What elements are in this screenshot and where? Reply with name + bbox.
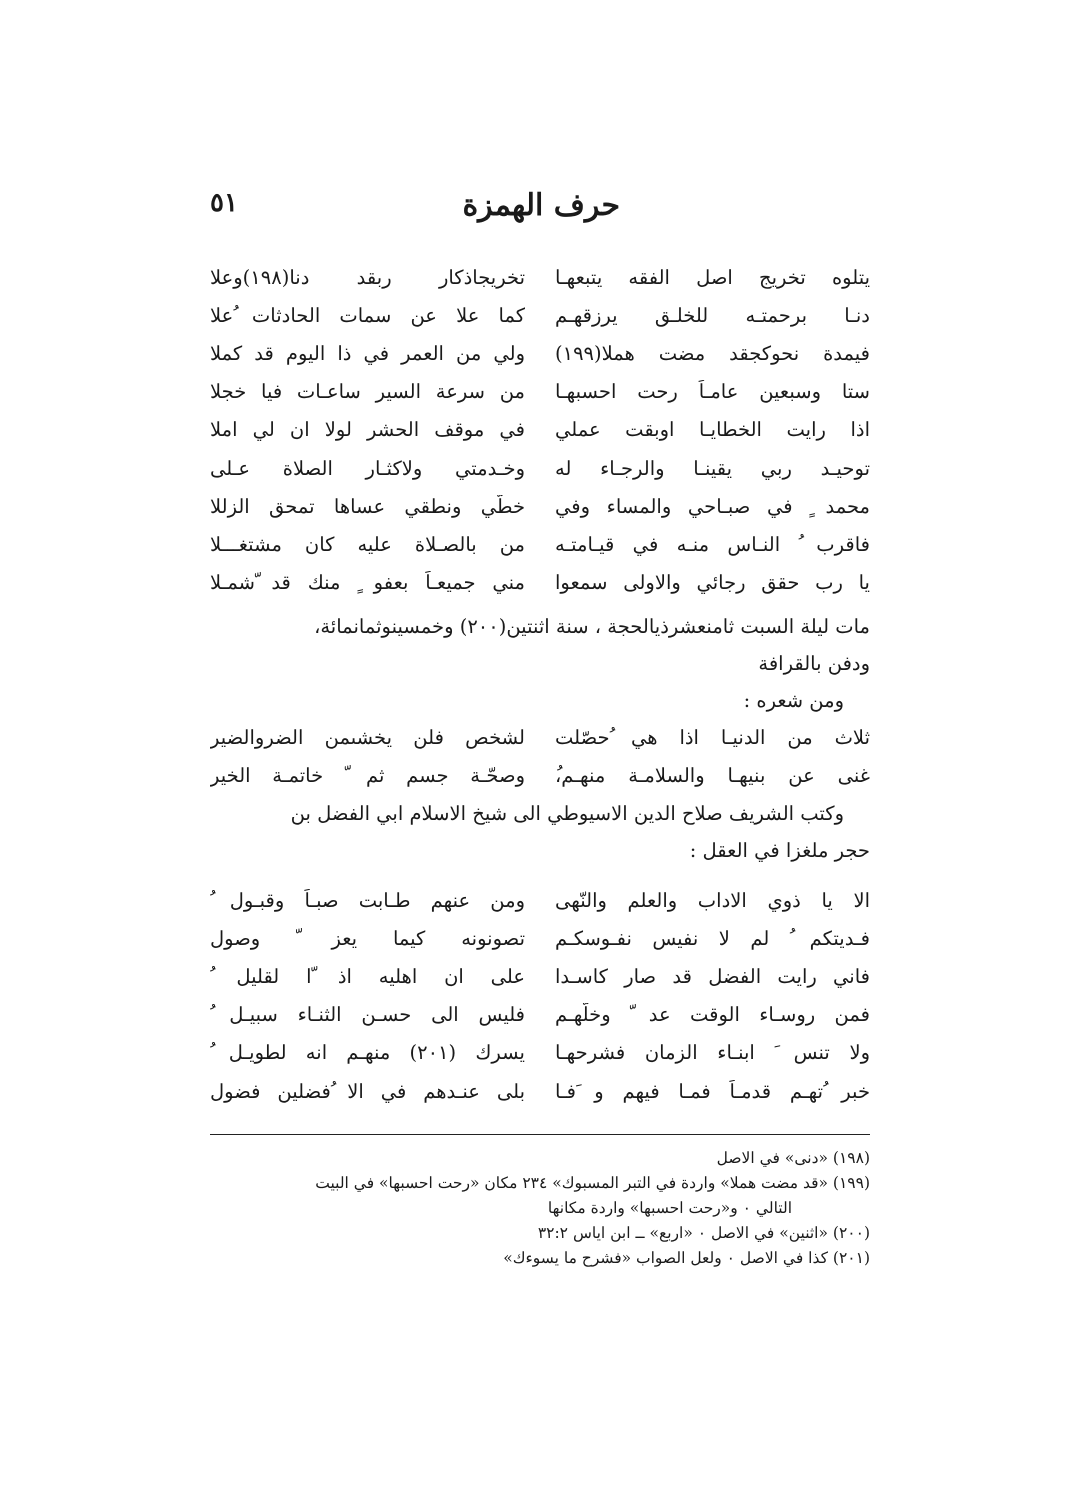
hemistich-first: اذا رايت الخطايـا اوبقت عملي <box>555 418 870 442</box>
hemistich-first: الا يا ذوي الاداب والعلم والنّهى <box>555 888 870 912</box>
hemistich-second: ولي من العمر في ذا اليوم قد كملا <box>210 341 525 365</box>
hemistich-second: فليس الى حسـن الثنـاء سبيـل ُ <box>210 1003 525 1027</box>
hemistich-first: فيمدة نحوكجقد مضت هملا(١٩٩) <box>555 341 870 365</box>
poem-block-2 <box>210 719 870 795</box>
page-header <box>210 188 870 232</box>
prose-line: ودفن بالقرافة <box>758 651 870 675</box>
hemistich-first: توحيـد ربي يقينـا والرجـاء له <box>555 456 870 480</box>
hemistich-first: خبر ُتهـم قدمـاً فمـا فيهم و َفـا <box>555 1079 870 1103</box>
verse-line <box>210 564 870 602</box>
death-notice <box>210 608 870 719</box>
verse-line <box>210 881 870 919</box>
poem-block-1 <box>210 258 870 602</box>
hemistich-second: مني جميعـاً بعفو ٍ منك قد ّشمـلا <box>210 571 525 595</box>
footnote-198 <box>210 1146 870 1171</box>
footnote-199 <box>210 1171 870 1221</box>
footnote-line: التالي ٠ و«رحت احسبها» واردة مكانها <box>547 1199 792 1217</box>
verse-line <box>210 957 870 995</box>
verse-line <box>210 1034 870 1072</box>
verse-line <box>210 411 870 449</box>
hemistich-second: من سرعة السير ساعـات فيا خجلا <box>210 380 525 404</box>
hemistich-first: يا رب حقق رجائي والاولى سمعوا <box>555 571 870 595</box>
hemistich-second: وصحّـة جسم ثم ّ خاتمـة الخير <box>210 764 525 788</box>
verse-line <box>210 449 870 487</box>
hemistich-second: وخـدمتي ولاكثـار الصلاة عـلى <box>210 456 525 480</box>
hemistich-second: تصونونه كيما يعز ّ وصول <box>210 926 525 950</box>
prose-line: وكتب الشريف صلاح الدين الاسيوطي الى شيخ الاسلام ابي الفضل بن <box>290 802 844 826</box>
poem-block-3 <box>210 881 870 1110</box>
verse-line <box>210 525 870 563</box>
verse-line <box>210 1072 870 1110</box>
footnote-line: (١٩٨) «دنى» في الاصل <box>716 1149 870 1167</box>
prose-line: مات ليلة السبت ثامنعشرذيالحجة ، سنة اثنتين(٢٠٠) وخمسينوثمانمائة، <box>314 614 870 638</box>
footnotes <box>210 1146 870 1271</box>
footnote-200 <box>210 1221 870 1246</box>
verse-line <box>210 919 870 957</box>
hemistich-second: من بالصـلاة عليه كان مشتغـــلا <box>210 532 525 556</box>
hemistich-first: فاني رايت الفضل قد صار كاسـدا <box>555 965 870 989</box>
poem-intro: ومن شعره : <box>743 688 844 712</box>
hemistich-second: كما علا عن سمات الحادثات ُعلا <box>210 303 525 327</box>
hemistich-second: على ان اهليه اذ ّا لقليل ُ <box>210 965 525 989</box>
hemistich-first: دنـا برحمتـه للخلـق يرزقهـم <box>555 303 870 327</box>
hemistich-second: لشخص فلن يخشىمن الضروالضير <box>210 726 525 750</box>
verse-line <box>210 373 870 411</box>
hemistich-first: فمن روسـاء الوقت عد ّ وخلّهـم <box>555 1003 870 1027</box>
hemistich-second: بلى عنـدهم في الا ُفضلين فضول <box>210 1079 525 1103</box>
footnote-divider <box>210 1134 870 1135</box>
footnote-line: (١٩٩) «قد مضت هملا» واردة في التبر المسبوك» ٢٣٤ مكان «رحت احسبها» في البيت <box>315 1174 870 1192</box>
hemistich-second: خطّي ونطقي عساها تمحق الزللا <box>210 494 525 518</box>
verse-line <box>210 334 870 372</box>
verse-line <box>210 487 870 525</box>
verse-line <box>210 296 870 334</box>
hemistich-second: في موقف الحشر لولا ان لي املا <box>210 418 525 442</box>
footnote-line: (٢٠٠) «اثنين» في الاصل ٠ «اربع» ــ ابن اياس ٣٢:٢ <box>537 1224 870 1242</box>
riddle-intro <box>210 795 870 869</box>
prose-line: حجر ملغزا في العقل : <box>689 839 870 863</box>
hemistich-second: يسرك (٢٠١) منهـم انه لطويـل ُ <box>210 1041 525 1065</box>
verse-line <box>210 757 870 795</box>
hemistich-first: ستا وسبعين عامـاً رحت احسبهـا <box>555 380 870 404</box>
page-number: ٥١ <box>210 188 238 218</box>
hemistich-first: يتلوه تخريج اصل الفقه يتبعهـا <box>555 265 870 289</box>
verse-line <box>210 996 870 1034</box>
hemistich-first: ولا تنس َ ابنـاء الزمان فشرحهـا <box>555 1041 870 1065</box>
hemistich-second: ومن عنهم طـابت صبـاً وقبـول ُ <box>210 888 525 912</box>
verse-line <box>210 258 870 296</box>
hemistich-first: محمد ٍ في صبـاحي والمساء وفي <box>555 494 870 518</box>
hemistich-first: غنى عن بنيهـا والسلامـة منهـم،ُ <box>555 764 870 788</box>
chapter-title: حرف الهمزة <box>462 188 620 223</box>
main-text <box>210 258 870 1110</box>
footnote-line: (٢٠١) كذا في الاصل ٠ ولعل الصواب «فشرح ما يسوءك» <box>503 1249 870 1267</box>
hemistich-first: فاقرب ُ النـاس منـه في قيـامتـه <box>555 532 870 556</box>
hemistich-first: فـديتكم ُ لم لا نفيس نفـوسكـم <box>555 926 870 950</box>
verse-line <box>210 719 870 757</box>
hemistich-first: ثلاث من الدنيـا اذا هي ُحصّلت <box>555 726 870 750</box>
footnote-201 <box>210 1246 870 1271</box>
hemistich-second: تخريجاذكار ربقد دنا(١٩٨)وعلا <box>210 265 525 289</box>
